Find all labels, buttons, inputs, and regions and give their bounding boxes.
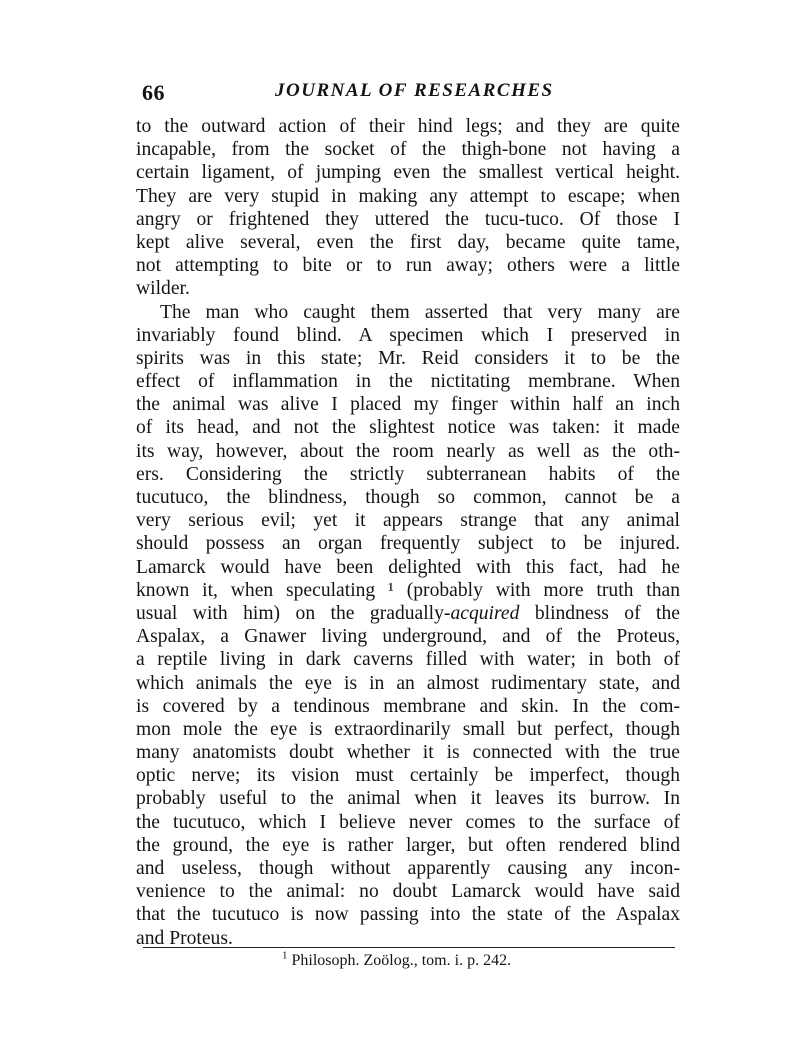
page-header <box>140 72 680 108</box>
text-line: many anatomists doubt whether it is connected with the true <box>136 742 680 764</box>
text-line: mon mole the eye is extraordinarily small but perfect, though <box>136 718 680 740</box>
italic-word: acquired <box>450 602 520 624</box>
text-line: the animal was alive I placed my finger within half an inch <box>136 394 680 416</box>
running-head: JOURNAL OF RESEARCHES <box>275 80 554 101</box>
text-line: known it, when speculating ¹ (probably with more truth than <box>136 579 680 601</box>
text-line: should possess an organ frequently subject to be injured. <box>136 533 680 555</box>
text-line: spirits was in this state; Mr. Reid considers it to be the <box>136 347 680 369</box>
text-line: incapable, from the socket of the thigh-bone not having a <box>136 139 680 161</box>
text-line: very serious evil; yet it appears strange that any animal <box>136 510 680 532</box>
text-line: and useless, though without apparently causing any incon- <box>136 858 680 879</box>
text-line: that the tucutuco is now passing into the state of the Aspalax <box>136 904 680 926</box>
text-segment: usual with him) on the gradually- <box>136 602 451 624</box>
text-line: which animals the eye is in an almost rudimentary state, and <box>136 672 680 694</box>
footnote <box>282 949 512 970</box>
text-segment: blindness of the <box>519 602 680 624</box>
text-line: not attempting to bite or to run away; others were a little <box>136 255 680 277</box>
text-line: ers. Considering the strictly subterranean habits of the <box>136 463 680 485</box>
text-line: Aspalax, a Gnawer living underground, and of the Proteus, <box>136 626 680 648</box>
text-line: invariably found blind. A specimen which I preserved in <box>136 324 680 346</box>
text-line: its way, however, about the room nearly as well as the oth- <box>136 440 680 462</box>
text-line: effect of inflammation in the nictitating membrane. When <box>136 371 680 393</box>
text-line: probably useful to the animal when it leaves its burrow. In <box>136 788 680 810</box>
text-line: The man who caught them asserted that very many are <box>160 301 680 323</box>
text-line: the tucutuco, which I believe never comes to the surface of <box>136 811 680 833</box>
text-line: certain ligament, of jumping even the smallest vertical height. <box>136 162 680 184</box>
text-line: of its head, and not the slightest notice was taken: it made <box>136 417 680 439</box>
text-line: venience to the animal: no doubt Lamarck would have said <box>136 881 680 903</box>
text-line: Lamarck would have been delighted with this fact, had he <box>136 556 680 578</box>
text-line: wilder. <box>136 278 190 300</box>
text-line: They are very stupid in making any attempt to escape; when <box>136 185 680 207</box>
footnote-rule <box>143 947 675 948</box>
text-line: the ground, the eye is rather larger, but often rendered blind <box>136 834 680 856</box>
text-line: to the outward action of their hind legs; and they are quite <box>136 116 680 137</box>
text-line: is covered by a tendinous membrane and skin. In the com- <box>136 695 680 717</box>
text-line: and Proteus. <box>136 927 233 949</box>
footnote-text: Philosoph. Zoölog., tom. i. p. 242. <box>291 952 512 969</box>
text-line: angry or frightened they uttered the tucu-tuco. Of those I <box>136 208 680 230</box>
text-line: kept alive several, even the first day, became quite tame, <box>136 231 680 253</box>
text-line: optic nerve; its vision must certainly be imperfect, though <box>136 765 680 787</box>
text-line: a reptile living in dark caverns filled with water; in both of <box>136 649 680 671</box>
body-text <box>136 115 680 950</box>
text-line <box>136 602 680 625</box>
page-number: 66 <box>142 80 165 105</box>
text-line: tucutuco, the blindness, though so common, cannot be a <box>136 487 680 508</box>
footnote-marker: 1 <box>282 949 288 962</box>
